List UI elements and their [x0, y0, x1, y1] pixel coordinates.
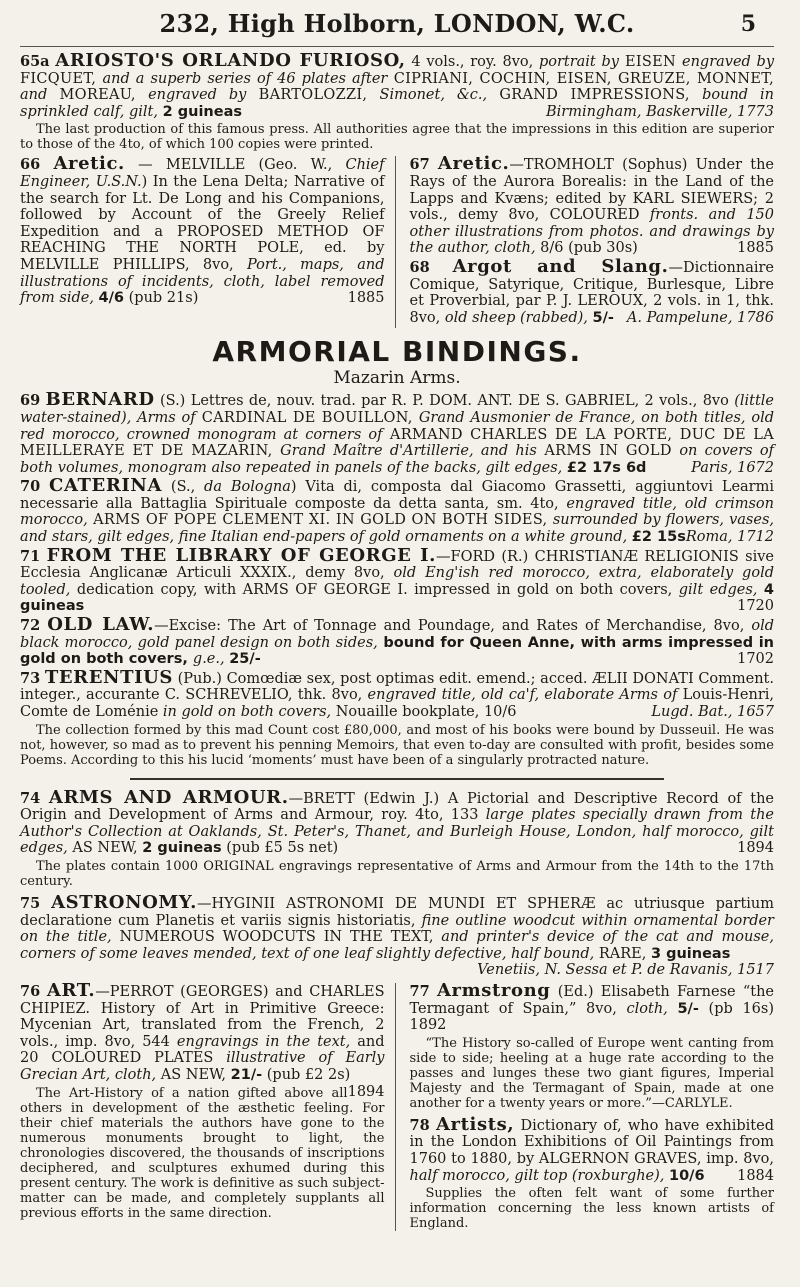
entry-78 [409, 1113, 775, 1184]
entry-text: ARMS IN GOLD [536, 443, 680, 460]
entry-italic: fine outline woodcut within ornamental border on the title, [20, 912, 774, 946]
entry-heading: ARMS AND ARMOUR. [48, 786, 289, 808]
entry-number: 69 [20, 392, 41, 410]
entry-text: —HYGINII ASTRONOMI DE MUNDI ET SPHERÆ ac utriusque partium declaratione cum Planetis et variis signis historiatis, [20, 895, 774, 929]
entry-text: AS NEW, [67, 840, 143, 857]
entry-italic: old sheep (rabbed), [444, 309, 588, 326]
entry-price: 4 guineas [20, 581, 774, 615]
entry-text: — MELVILLE (Geo. W., [124, 157, 346, 174]
entry-67 [409, 153, 775, 257]
entry-text: (pub £2 2s) [262, 1066, 351, 1083]
entry-italic: Port., maps, and illustrations of incidents, cloth, label removed from side, [20, 256, 385, 307]
entry-price: 4/6 [98, 290, 125, 307]
entry-year: 1885 [737, 240, 774, 257]
entry-price: £2 17s 6d [566, 459, 647, 476]
entry-heading: ARIOSTO'S ORLANDO FURIOSO, [55, 50, 406, 71]
entry-number: 73 [20, 669, 41, 687]
header-rule [20, 46, 774, 47]
left-column [20, 979, 396, 1231]
entry-note: The collection formed by this mad Count cost £80,000, and most of his books were bound by Dusseuil. He was not, however, so mad as to prevent his penning Memoirs, that even to-day are consulted with profit, besides some Poems. According to this his lucid ‘moments’ must have been of a singularly protracted nature. [20, 722, 774, 768]
entry-note: Supplies the often felt want of some further information concerning the less known artists of England. [409, 1186, 774, 1232]
entry-text: —FORD (R.) CHRISTIANÆ RELIGIONIS sive Ecclesia Anglicanæ Articuli XXXIX., demy 8vo, [20, 548, 775, 582]
entry-italic: and [20, 87, 48, 104]
entry-66 [20, 153, 385, 307]
entry-heading: FROM THE LIBRARY OF GEORGE I. [46, 544, 437, 566]
entry-italic: in gold on both covers, [162, 704, 332, 720]
section-title: ARMORIAL BINDINGS. [212, 335, 582, 369]
entry-price: 10/6 [669, 1167, 705, 1184]
entry-text: GRAND IMPRESSIONS, [487, 87, 703, 104]
entry-number: 78 [409, 1116, 430, 1134]
entry-italic: Grand Maître d'Artillerie, and his [280, 443, 537, 460]
section-divider [130, 778, 664, 780]
entry-italic: large plates specially drawn from the Author's Collection at Oaklands, St. Peter's, Thanet, and Burleigh House, London, half morocco, gilt edges, [20, 807, 774, 857]
entry-75 [20, 891, 774, 979]
entry-italic: cloth, [626, 1000, 668, 1017]
page-header [20, 6, 774, 42]
entry-text: Dictionary of, who have exhibited in the London Exhibitions of Oil Paintings from 1760 to 1880, by ALGERNON GRAVES, imp. 8vo, [409, 1117, 774, 1167]
entry-text: CIPRIANI, COCHIN, EISEN, GREUZE, MONNET, [387, 70, 774, 87]
entry-italic: and a superb series of 46 plates after [102, 70, 388, 87]
entry-text: ARMAND CHARLES DE LA PORTE, DUC DE LA MEILLERAYE ET DE MAZARIN, [20, 426, 774, 460]
entry-text: AS NEW, [156, 1066, 231, 1083]
entry-price: 3 guineas [650, 945, 731, 962]
entry-text: NUMEROUS WOODCUTS IN THE TEXT, [111, 929, 442, 946]
entry-heading: BERNARD [45, 389, 155, 411]
entry-imprint: Roma, 1712 [685, 529, 774, 546]
entry-number: 74 [20, 789, 41, 807]
entry-text: EISEN [618, 54, 682, 70]
entry-year: 1702 [737, 651, 774, 668]
entry-text: ARMS OF POPE CLEMENT XI. IN GOLD ON BOTH SIDES, [87, 512, 553, 529]
entry-number: 76 [20, 982, 41, 1000]
entry-heading: Artists, [435, 1113, 515, 1135]
entry-italic: old black morocco, gold panel design on both sides, [20, 618, 775, 651]
entry-text: (pb 16s) 1892 [409, 1000, 774, 1034]
entry-number: 70 [20, 478, 41, 496]
entry-text: and 20 COLOURED PLATES [20, 1033, 385, 1067]
entry-74 [20, 786, 775, 857]
entry-price: 5/- [592, 309, 614, 326]
entry-text: bound for Queen Anne, with arms impressed in gold on both covers, [20, 634, 775, 668]
entry-text: FICQUET, [20, 70, 103, 87]
entry-note: The Art-History of a nation gifted above all others in development of the æsthetic feeling. For their chief materials the authors have gone to the numerous monuments brought to light, the chronologies discovered, the thousands of inscriptions deciphered, and sculptures exhumed during this present century. The work is definitive as such subject-matter can be made, and completely supplants all previous efforts in the same direction. [20, 1085, 385, 1221]
entry-text: (pub £5 5s net) [221, 840, 339, 857]
entry-text: 8/6 (pub 30s) [535, 240, 638, 257]
entry-italic: and printer's device of the cat and mouse, corners of some leaves mended, text of one leaf slightly defective, half bound, [20, 929, 774, 962]
left-column [20, 153, 396, 328]
entry-year: 1894 [737, 840, 774, 857]
entry-heading: ASTRONOMY. [51, 891, 197, 913]
entry-73 [20, 666, 775, 721]
entry-text: —BRETT (Edwin J.) A Pictorial and Descriptive Record of the Origin and Development of Arms and Armour, roy. 4to, 133 [20, 790, 775, 824]
entry-italic: engraved title, old crimson morocco, [20, 495, 774, 529]
two-column-block-2 [20, 979, 774, 1232]
entry-text: (pub 21s) [124, 290, 199, 307]
entry-72 [20, 614, 775, 668]
right-column [409, 979, 775, 1232]
entry-heading: Argot and Slang. [452, 255, 669, 277]
entry-number: 67 [409, 156, 430, 174]
entry-imprint: Venetiis, N. Sessa et P. de Ravanis, 1517 [477, 962, 774, 979]
entry-imprint: Lugd. Bat., 1657 [651, 704, 774, 720]
entry-number: 68 [409, 258, 430, 276]
entry-italic: half morocco, gilt top (roxburghe), [409, 1167, 665, 1184]
running-head: 232, High Holborn, LONDON, W.C. [159, 9, 635, 38]
entry-price: 2 guineas [162, 103, 242, 120]
page-number: 5 [740, 11, 756, 37]
entry-price: 21/- [230, 1066, 263, 1083]
entry-italic: old Eng'ish red morocco, extra, elaborately gold tooled, [20, 565, 774, 598]
entry-price: 2 guineas [142, 840, 222, 857]
entry-text: (S.) Lettres de, nouv. trad. par R. P. DOM. ANT. DE S. GABRIEL, 2 vols., 8vo [154, 393, 735, 410]
entry-number: 65a [20, 53, 50, 70]
entry-italic: g.e., [192, 651, 225, 668]
entry-year: 1885 [347, 290, 385, 307]
entry-text: 4 vols., roy. 8vo, [405, 54, 539, 70]
entry-price: 25/- [229, 651, 261, 668]
entry-note: The last production of this famous press. All authorities agree that the impressions in this edition are superior to those of the 4to, of which 100 copies were printed. [20, 122, 774, 153]
entry-price: £2 15s [631, 529, 686, 546]
entry-text: Louis-Henri, Comte de Loménie [20, 687, 775, 720]
entry-italic: fronts. and 150 other illustrations from photos. and drawings by the author, cloth, [409, 207, 775, 257]
entry-italic: on covers of both volumes, monogram also repeated in panels of the backs, gilt edges, [20, 443, 774, 476]
entry-68 [409, 255, 775, 326]
entry-heading: TERENTIUS [44, 666, 173, 688]
entry-text: —TROMHOLT (Sophus) Under the Rays of the Aurora Borealis: in the Land of the Lapps and Kvæns; edited by KARL SIEWERS; 2 vols., demy 8vo, COLOURED [409, 157, 774, 224]
entry-70 [20, 475, 774, 546]
entry-italic: (little water-stained), Arms of [20, 393, 775, 426]
right-column [409, 153, 775, 328]
entry-italic: portrait by [538, 54, 619, 70]
entry-italic: da Bologna [204, 479, 291, 496]
entry-italic: surrounded by flowers, vases, and stars, gilt edges, fine Italian end-papers of gold ornaments on a white ground, [20, 512, 774, 546]
entry-italic: engraved by [682, 54, 775, 70]
entry-note: The plates contain 1000 ORIGINAL engravings representative of Arms and Armour from the 14th to the 17th century. [20, 858, 774, 889]
entry-text: BARTOLOZZI, [246, 87, 380, 104]
entry-italic: Chief Engineer, U.S.N. [20, 157, 385, 190]
entry-heading: Armstrong [436, 979, 551, 1001]
entry-text: —Excise: The Art of Tonnage and Poundage, and Rates of Merchandise, 8vo, [154, 618, 752, 635]
entry-text: —PERROT (GEORGES) and CHARLES CHIPIEZ. History of Art in Primitive Greece: Mycenian Art, translated from the French, 2 vols., imp. 8vo, 544 [20, 983, 385, 1050]
entry-text: (Pub.) Comœdiæ sex, post optimas edit. emend.; acced. ÆLII DONATI Comment. integer., accurante C. SCHREVELIO, thk. 8vo, [20, 670, 774, 704]
entry-77 [409, 979, 775, 1034]
entry-text: ) In the Lena Delta; Narrative of the search for Lt. De Long and his Companions, followed by Account of the Greely Relief Expedition and a PROPOSED METHOD OF REACHING THE NORTH POLE, ed. by MELVILLE PHILLIPS, 8vo, [20, 173, 385, 273]
section-subtitle: Mazarin Arms. [333, 368, 461, 389]
entry-text: (S., [162, 479, 205, 496]
entry-number: 71 [20, 547, 41, 565]
entry-year: 1894 [347, 1083, 385, 1100]
entry-heading: ART. [46, 979, 96, 1001]
entry-number: 72 [20, 617, 41, 635]
entry-italic: illustrative of Early Grecian Art, cloth, [20, 1050, 385, 1083]
entry-italic: engraved title, old ca'f, elaborate Arms of [367, 687, 678, 704]
entry-heading: CATERINA [49, 475, 163, 497]
entry-number: 66 [20, 156, 41, 174]
entry-heading: Aretic. [53, 153, 125, 175]
entry-imprint: A. Pampelune, 1786 [626, 309, 774, 326]
entry-number: 75 [20, 894, 41, 912]
entry-italic: engraved by [148, 87, 247, 104]
entry-italic: bound in sprinkled calf, gilt, [20, 87, 774, 120]
entry-heading: Aretic. [437, 153, 510, 175]
entry-text: dedication copy, with ARMS OF GEORGE I. impressed in gold on both covers, [70, 581, 679, 598]
entry-text: RARE, [594, 945, 651, 962]
entry-71 [20, 544, 775, 615]
entry-text: CARDINAL DE BOUILLON, [195, 409, 419, 426]
entry-number: 77 [409, 982, 430, 1000]
entry-price: 5/- [677, 1000, 699, 1017]
entry-italic: Simonet, &c., [379, 87, 488, 104]
entry-69 [20, 389, 775, 476]
entry-italic: gilt edges, [678, 581, 758, 598]
entry-text: Nouaille bookplate, 10/6 [331, 704, 517, 720]
entry-text: MOREAU, [47, 87, 149, 104]
entry-text: ) Vita di, composta dal Giacomo Grassetti, aggiuntovi Learmi necessarie alla Battaglia Spirituale composte da detta santa, sm. 4to, [20, 479, 774, 512]
entry-year: 1884 [737, 1167, 774, 1184]
entry-note: “The History so-called of Europe went canting from side to side; heeling at a huge rate according to the passes and lunges these two giant figures, Imperial Majesty and the Termagant of Spain, made at one another for a twenty years or more.”—CARLYLE. [409, 1035, 774, 1111]
entry-imprint: Birmingham, Baskerville, 1773 [545, 103, 774, 120]
entry-76 [20, 979, 385, 1100]
entry-italic: engravings in the text, [176, 1033, 351, 1050]
entry-imprint: Paris, 1672 [691, 459, 774, 476]
entry-year: 1720 [737, 598, 774, 615]
entry-italic: Grand Ausmonier de France, on both titles, old red morocco, crowned monogram at corners of [20, 409, 774, 443]
entry-text: —Dictionnaire Comique, Satyrique, Critique, Burlesque, Libre et Proverbial, par P. J. LEROUX, 2 vols. in 1, thk. 8vo, [409, 259, 775, 326]
two-column-block-1 [20, 153, 775, 328]
entry-text: (Ed.) Elisabeth Farnese “the Termagant of Spain,” 8vo, [409, 983, 774, 1017]
entry-heading: OLD LAW. [47, 614, 155, 636]
entry-65a [20, 50, 775, 120]
